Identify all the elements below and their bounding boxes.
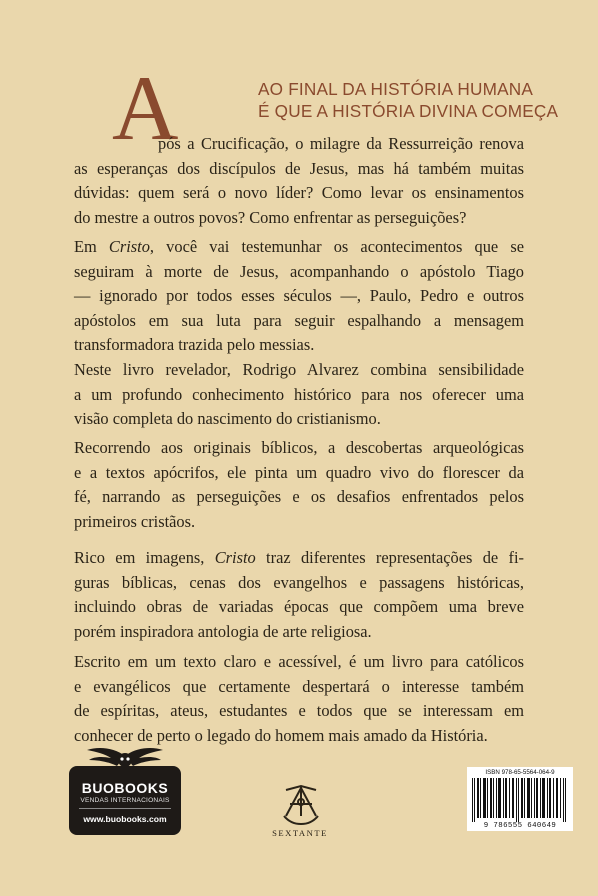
heading-line-2: É QUE A HISTÓRIA DIVINA COMEÇA [258,101,559,121]
paragraph-line: conhecer de perto o legado do homem mais amado da História. [74,725,488,745]
buobooks-divider [79,808,171,809]
isbn-label: ISBN 978-65-5564-064-9 [485,769,555,776]
back-cover-heading [258,78,578,122]
buobooks-subtitle: VENDAS INTERNACIONAIS [80,797,170,804]
drop-cap: A [112,57,179,159]
paragraph-2 [74,235,524,358]
paragraph-3 [74,358,524,432]
buobooks-logo [69,744,181,835]
paragraph-line: incluindo obras de variadas épocas que compõem uma breve [74,597,524,617]
paragraph-line: seguiram à morte de Jesus, acompanhando o apóstolo Tiago [74,261,524,281]
paragraph-5 [74,546,524,644]
publisher-name: SEXTANTE [272,828,328,838]
paragraph-1 [74,132,524,230]
paragraph-6 [74,650,524,748]
buobooks-url: www.buobooks.com [83,814,167,824]
isbn-digits: 9 786555 640649 [483,822,557,830]
paragraph-4 [74,436,524,534]
paragraph-line: Escrito em um texto claro e acessível, é um livro para católicos [74,652,524,671]
paragraph-line: porém inspiradora antologia de arte religiosa. [74,621,372,641]
paragraph-line: de espíritas, ateus, estudantes e todos que se interessam em [74,701,524,721]
paragraph-line: primeiros cristãos. [74,511,196,531]
barcode-icon [472,778,568,822]
paragraph-line: apóstolos em sua luta para seguir espalhando a mensagem [74,310,524,330]
paragraph-line: Recorrendo aos originais bíblicos, a descobertas arqueológicas [74,438,524,457]
paragraph-line: guras bíblicas, cenas dos evangelhos e passagens históricas, [74,572,524,592]
paragraph-line: dúvidas: quem será o novo líder? Como levar os ensinamentos [74,183,524,203]
paragraph-line: — ignorado por todos esses séculos —, Paulo, Pedro e outros [74,286,524,306]
paragraph-line: e evangélicos que certamente despertará o interesse também [74,676,524,696]
paragraph-line: Neste livro revelador, Rodrigo Alvarez combina sensibilidade [74,360,524,379]
paragraph-line: Rico em imagens, Cristo traz diferentes representações de fi- [74,548,524,567]
paragraph-line: do mestre a outros povos? Como enfrentar as perseguições? [74,207,467,227]
sextant-icon [276,782,326,828]
heading-line-1: AO FINAL DA HISTÓRIA HUMANA [258,79,534,99]
paragraph-line: fé, narrando as perseguições e os desafios enfrentados pelos [74,487,524,507]
paragraph-line: e a textos apócrifos, ele pinta um quadro vivo do florescer da [74,462,524,482]
book-title-italic: Cristo [214,548,256,567]
book-title-italic: Cristo [108,237,150,256]
paragraph-line: a um profundo conhecimento histórico para nos oferecer uma [74,384,524,404]
isbn-barcode [467,767,573,831]
paragraph-line: as esperanças dos discípulos de Jesus, mas há também muitas [74,158,524,178]
paragraph-line: pós a Crucificação, o milagre da Ressurreição renova [158,134,524,153]
paragraph-line: visão completa do nascimento do cristianismo. [74,409,381,429]
paragraph-line: Em Cristo, você vai testemunhar os acontecimentos que se [74,237,524,256]
paragraph-line: transformadora trazida pelo messias. [74,335,315,355]
buobooks-title: BUOBOOKS [81,780,169,796]
